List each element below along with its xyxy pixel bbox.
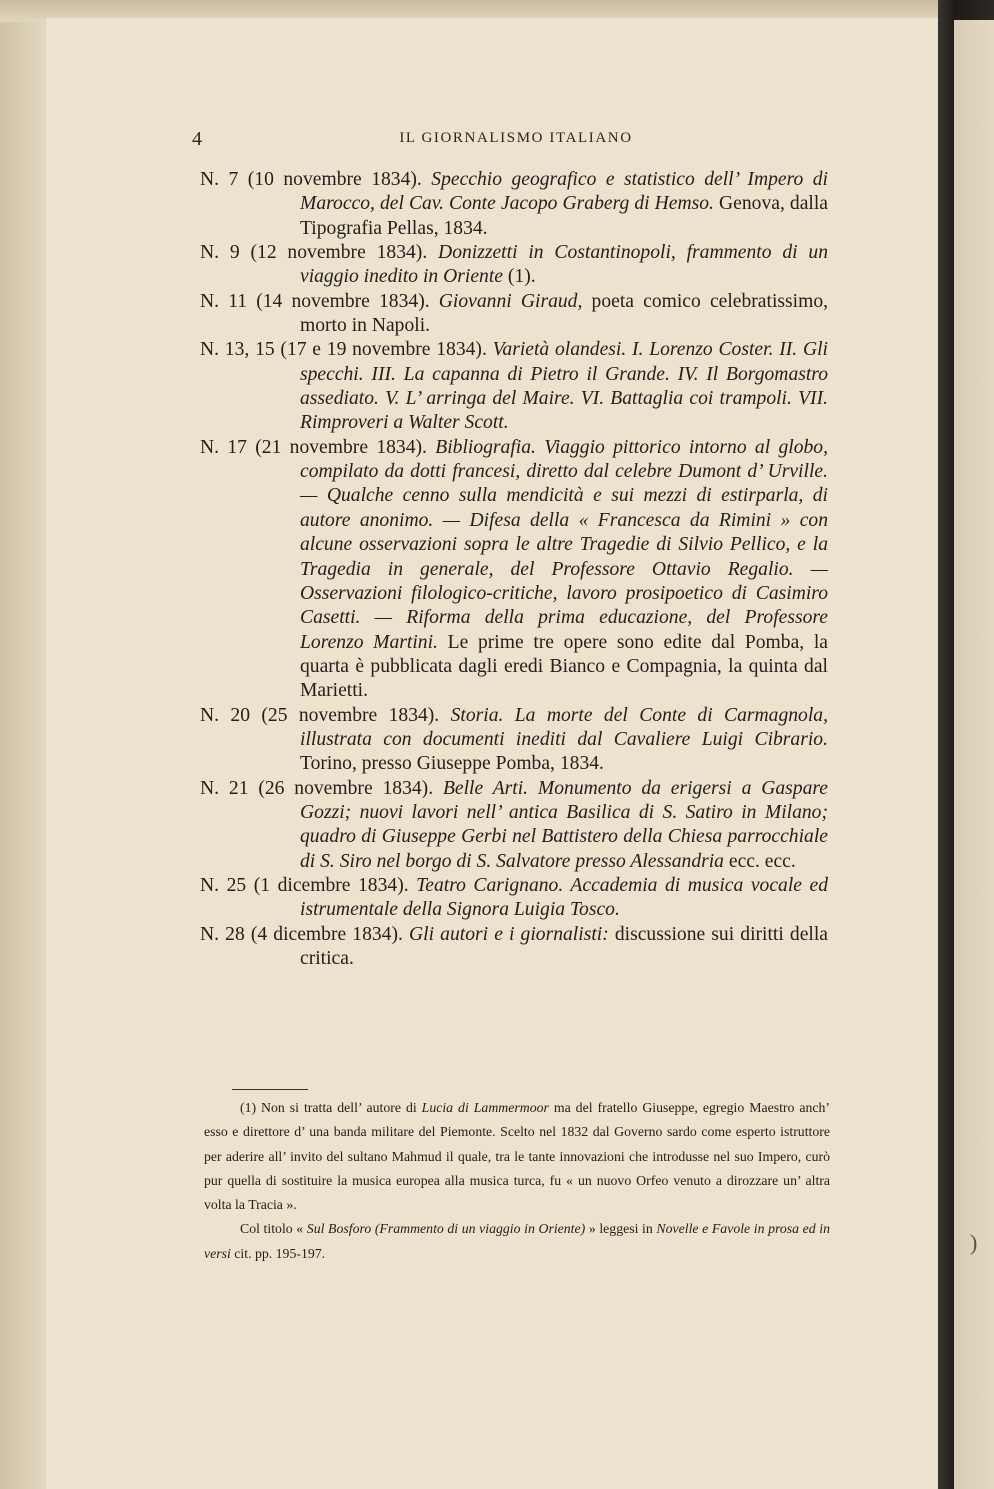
footnote-text: (1) Non si tratta dell’ autore di <box>240 1100 422 1115</box>
entry-publisher: Genova, dalla Tipografia Pellas, 1834. <box>300 193 828 239</box>
issue-entry <box>200 338 828 435</box>
entry-heading: N. 20 (25 novembre 1834). <box>200 704 451 726</box>
entry-title: Storia. La morte del Conte di Carmagnola, illustrata con documenti inediti dal Cavaliere Luigi Cibrario. <box>300 704 828 750</box>
entry-title: Gli autori e i giornalisti: <box>409 923 609 945</box>
entry-description: poeta comico celebratissimo, morto in Napoli. <box>300 290 829 337</box>
page-number: 4 <box>192 128 202 150</box>
entry-heading: N. 17 (21 novembre 1834). <box>200 436 436 458</box>
entry-heading: N. 7 (10 novembre 1834). <box>200 169 432 190</box>
footnote <box>204 1217 830 1266</box>
entry-heading: N. 11 (14 novembre 1834). <box>200 290 439 312</box>
entry-title: Donizzetti in Costantinopoli, frammento di un viaggio inedito in Oriente <box>300 242 828 288</box>
issue-entry <box>200 704 828 777</box>
issue-entry <box>200 874 828 923</box>
entry-note: (1). <box>502 266 536 288</box>
entry-description: discussione sui diritti della critica. <box>300 923 829 969</box>
entry-heading: N. 28 (4 dicembre 1834). <box>200 923 410 945</box>
running-head <box>192 128 840 152</box>
issue-entry <box>200 241 828 290</box>
footnote-italic: Novelle e Favole in prosa ed in versi <box>204 1221 831 1261</box>
issue-entry <box>200 436 828 704</box>
entry-title: Giovanni Giraud, <box>438 290 583 312</box>
issue-entry <box>200 168 828 241</box>
entry-description: Le prime tre opere sono edite dal Pomba, la quarta è pubblicata dagli eredi Bianco e Compagnia, la quinta dal Marietti. <box>300 631 828 702</box>
running-title: IL GIORNALISMO ITALIANO <box>399 130 633 146</box>
issue-entry <box>200 923 828 972</box>
issue-entry <box>200 290 828 339</box>
footnote-text: cit. pp. 195-197. <box>230 1245 326 1261</box>
page-left-edge <box>0 0 46 1489</box>
issue-entry <box>200 777 828 874</box>
entry-heading: N. 21 (26 novembre 1834). <box>200 777 443 799</box>
entry-title: Belle Arti. Monumento da erigersi a Gaspare Gozzi; nuovi lavori nell’ antica Basilica di S. Satiro in Milano; quadro di Giuseppe Gerbi nel Battistero della Chiesa parrocchiale di S. Siro nel borgo di S. Salvatore presso Alessandria <box>300 777 828 872</box>
footnote <box>204 1096 830 1217</box>
facing-page-edge <box>954 20 994 1489</box>
entry-heading: N. 25 (1 dicembre 1834). <box>200 874 417 896</box>
entry-title: Bibliografia. Viaggio pittorico intorno al globo, compilato da dotti francesi, diretto dal celebre Dumont d’ Urville. — Qualche cenno sulla mendicità e sui mezzi di estirparla, di autore anonimo. — Difesa della « Francesca da Rimini » con alcune osservazioni sopra le altre Tragedie di Silvio Pellico, e la Tragedia in generale, del Professore Ottavio Regalio. — Osservazioni filologico-critiche, lavoro prosipoetico di Casimiro Casetti. — Riforma della prima educazione, del Professore Lorenzo Martini. <box>300 436 828 653</box>
footnote-rule <box>232 1089 308 1090</box>
entry-publisher: Torino, presso Giuseppe Pomba, 1834. <box>300 753 604 775</box>
entry-heading: N. 13, 15 (17 e 19 novembre 1834). <box>200 339 493 361</box>
entry-title: Varietà olandesi. I. Lorenzo Coster. II. Gli specchi. III. La capanna di Pietro il Grande. IV. Il Borgomastro assediato. V. L’ arringa del Maire. VI. Battaglia coi trampoli. VII. Rimproveri a Walter Scott. <box>300 339 828 434</box>
footnote-italic: Lucia di Lammermoor <box>421 1100 549 1115</box>
facing-page-bracket: ) <box>970 1230 978 1255</box>
entry-title: Teatro Carignano. Accademia di musica vocale ed istrumentale della Signora Luigia Tosco. <box>300 874 828 921</box>
entry-heading: N. 9 (12 novembre 1834). <box>200 242 439 264</box>
footnotes <box>204 1096 830 1266</box>
entry-description: ecc. ecc. <box>723 850 796 872</box>
entry-title: Specchio geografico e statistico dell’ Impero di Marocco, del Cav. Conte Jacopo Graberg di Hemso. <box>300 169 829 215</box>
issue-list <box>200 168 828 971</box>
footnote-text: Col titolo « <box>240 1221 307 1237</box>
footnote-text: » leggesi in <box>585 1221 657 1237</box>
footnote-text: ma del fratello Giuseppe, egregio Maestro anch’ esso e direttore d’ una banda militare del Piemonte. Scelto nel 1832 dal Governo sardo come esperto istruttore per aderire all’ invito del sultano Mahmud il quale, tra le tante innovazioni che introdusse nel suo Impero, curò pur quella di sostituire la musica europea alla musica turca, fu « un nuovo Orfeo venuto a dirozzare un’ altra volta la Tracia ». <box>204 1100 831 1213</box>
footnote-italic: Sul Bosforo (Frammento di un viaggio in Oriente) <box>306 1221 586 1237</box>
